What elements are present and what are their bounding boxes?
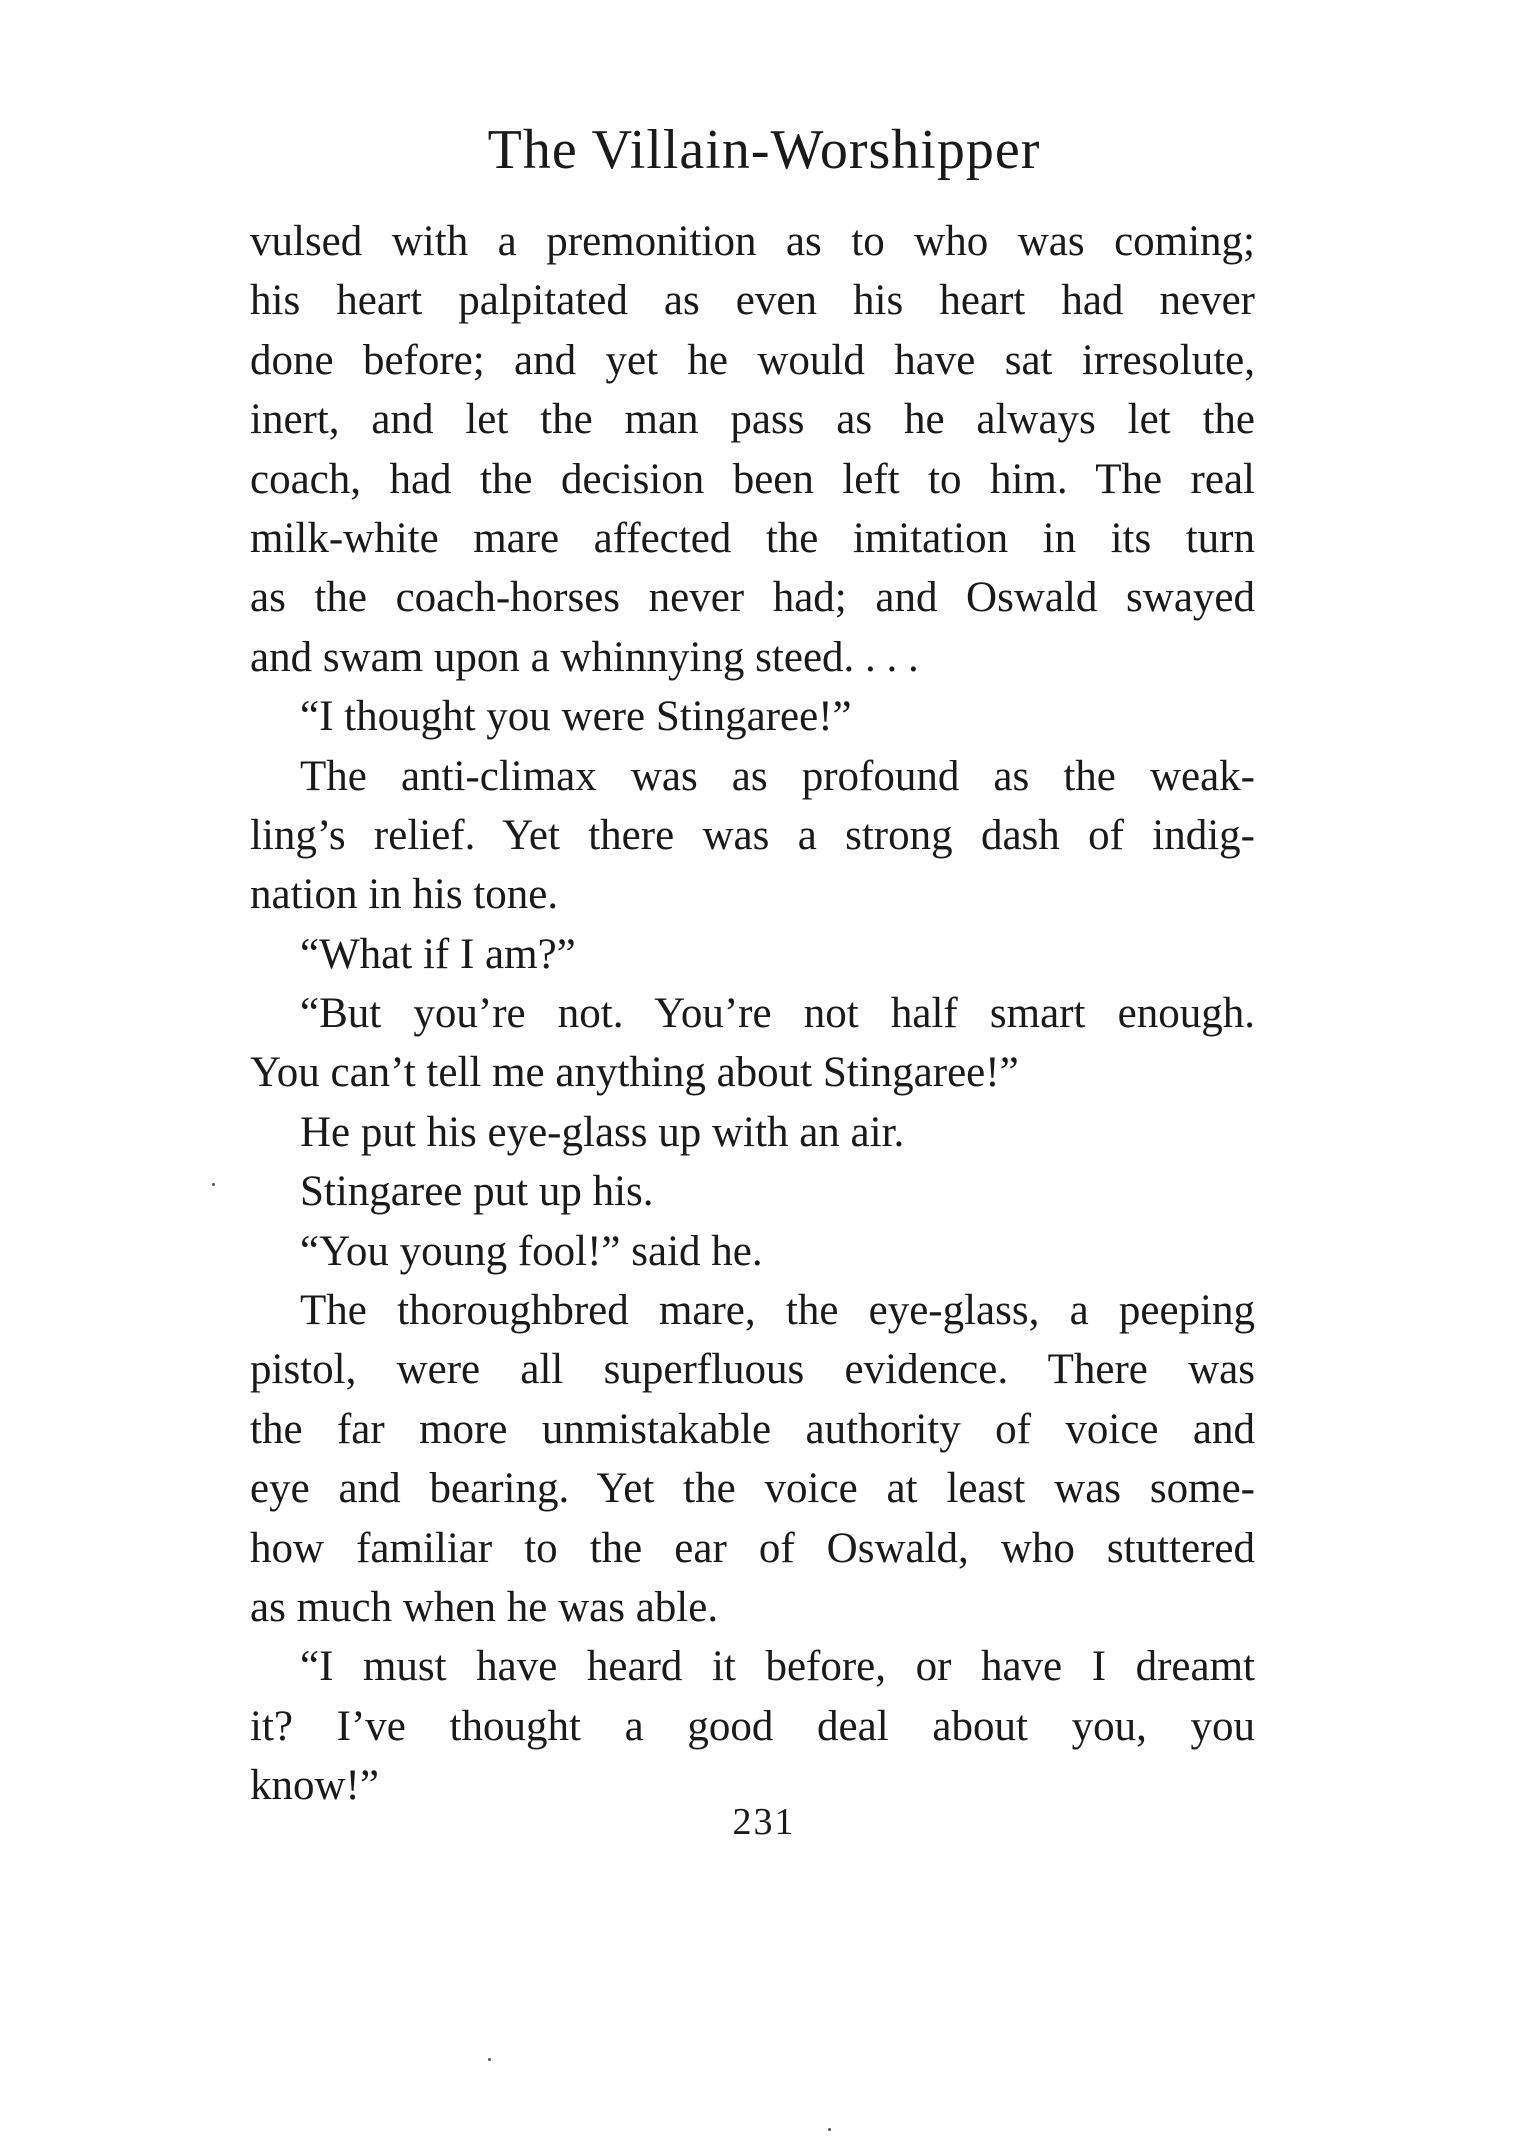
text-line: The thoroughbred mare, the eye-glass, a peeping — [300, 1287, 1255, 1335]
text-line: vulsed with a premonition as to who was coming; — [250, 218, 1255, 265]
text-line: inert, and let the man pass as he always let the — [250, 396, 1255, 444]
text-line: milk-white mare affected the imitation in its turn — [250, 514, 1255, 562]
text-line: pistol, were all superfluous evidence. There was — [250, 1346, 1255, 1394]
text-line: as the coach-horses never had; and Oswald swayed — [250, 574, 1255, 622]
paper-speck — [212, 1183, 215, 1186]
text-line: He put his eye-glass up with an air. — [300, 1108, 905, 1156]
text-line: his heart palpitated as even his heart had never — [250, 277, 1255, 325]
text-line: nation in his tone. — [250, 871, 559, 919]
text-line: done before; and yet he would have sat irresolute, — [250, 336, 1255, 384]
paper-speck — [828, 2128, 831, 2131]
text-line: The anti-climax was as profound as the weak- — [300, 752, 1255, 800]
paper-speck — [488, 2058, 491, 2061]
text-line: “I thought you were Stingaree!” — [300, 693, 852, 741]
text-line: “I must have heard it before, or have I dreamt — [300, 1643, 1255, 1691]
page-number: 231 — [732, 1801, 796, 1843]
text-line: know!” — [250, 1762, 379, 1810]
body-text — [250, 212, 1255, 1816]
text-line: You can’t tell me anything about Stingaree!” — [250, 1049, 1019, 1097]
text-line: Stingaree put up his. — [300, 1168, 654, 1216]
text-line: eye and bearing. Yet the voice at least was some- — [250, 1465, 1255, 1513]
text-line: it? I’ve thought a good deal about you, you — [250, 1702, 1255, 1750]
text-line: “But you’re not. You’re not half smart enough. — [300, 990, 1255, 1038]
text-line: the far more unmistakable authority of voice and — [250, 1405, 1255, 1453]
text-line: “You young fool!” said he. — [300, 1227, 763, 1275]
text-line: “What if I am?” — [300, 930, 576, 978]
text-line: ling’s relief. Yet there was a strong dash of indig- — [250, 811, 1255, 859]
text-line: coach, had the decision been left to him. The real — [250, 455, 1255, 503]
running-title: The Villain-Worshipper — [487, 119, 1041, 181]
text-line: how familiar to the ear of Oswald, who stuttered — [250, 1524, 1255, 1572]
text-line: and swam upon a whinnying steed. . . . — [250, 633, 919, 681]
text-line: as much when he was able. — [250, 1583, 719, 1631]
